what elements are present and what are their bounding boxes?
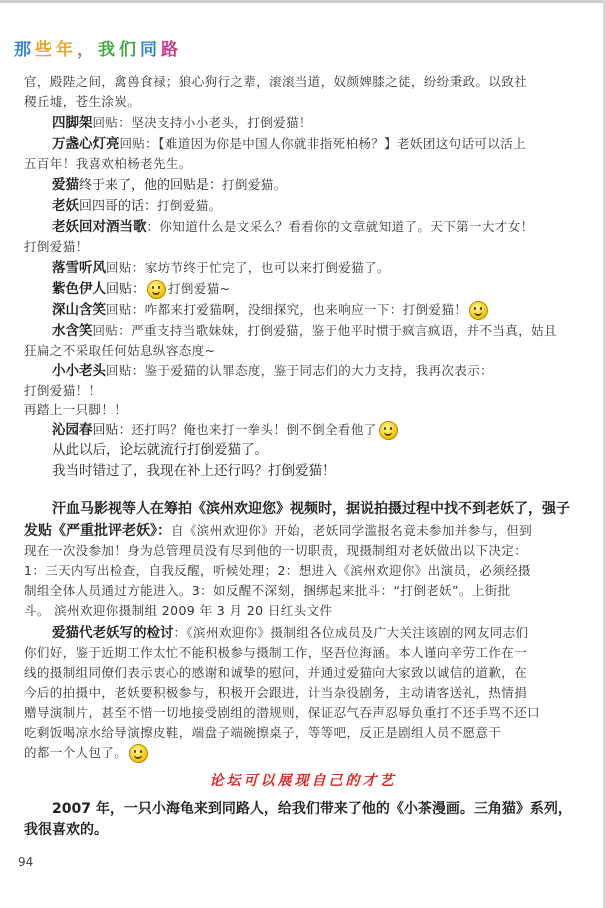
text-line: 再踏上一只脚！！ — [24, 402, 128, 417]
page-number: 94 — [18, 855, 34, 869]
page-header — [14, 36, 182, 58]
header-char: 我 — [98, 39, 119, 60]
text-line: 狂扁之不采取任何姑息纵容态度~ — [24, 343, 216, 358]
poster-name: 老妖回对酒当歌 — [52, 219, 147, 235]
text-line: 我很喜欢的。 — [24, 822, 108, 838]
reply-text: 回贴：严重支持当歌妹妹，打倒爱猫，鉴于他平时惯于疯言疯语，并不当真，姑且 — [92, 323, 557, 338]
poster-name: 四脚架 — [52, 115, 93, 131]
text-line: 制组全体人员通过方能进入。3：如反醒不深刻，捆绑起来批斗：“打倒老妖”。上街批 — [24, 583, 511, 598]
post-text: 的都一个人包了。 — [24, 745, 128, 760]
poster-name: 紫色伊人 — [52, 281, 106, 297]
post-title: 发贴《严重批评老妖》： — [24, 523, 171, 539]
header-char: 那 — [14, 39, 35, 60]
header-char: 们 — [119, 39, 140, 60]
header-char: 些 — [35, 39, 56, 60]
poster-name: 小小老头 — [52, 363, 106, 379]
poster-name: 落雪听风 — [52, 260, 106, 276]
text-line: 赠导演制片，甚至不惜一切地接受剧组的潜规则，保证忍气吞声忍辱负重打不还手骂不还口 — [24, 705, 541, 720]
reply-line — [24, 217, 606, 237]
reply-line — [24, 361, 606, 381]
text-line: 1：三天内写出检查，自我反醒，听候处理；2：想进入《滨州欢迎你》出演员，必须经摄 — [24, 563, 531, 578]
reply-intro: 回四哥的话： — [79, 199, 158, 214]
text-line: 从此以后，论坛就流行打倒爱猫了。 — [52, 442, 268, 458]
smiley-icon — [379, 421, 398, 440]
reply-line — [24, 196, 606, 216]
text-line — [24, 521, 586, 541]
poster-name: 水含笑 — [52, 323, 93, 339]
text-line: 五百年！我喜欢柏杨老先生。 — [24, 156, 192, 171]
text-line: 打倒爱猫！！ — [24, 383, 102, 398]
reply-intro: 回贴： — [106, 282, 146, 297]
smiley-icon — [469, 301, 488, 320]
section-title: 论坛可以展现自己的才艺 — [209, 773, 397, 789]
poster-name: 深山含笑 — [52, 302, 106, 318]
reply-text: 回贴：鉴于爱猫的认罪态度，鉴于同志们的大力支持，我再次表示： — [106, 363, 494, 378]
text-line: 斗。 滨州欢迎你摄制组 2009 年 3 月 20 日红头文件 — [24, 603, 333, 618]
reply-text: 回贴：咋都来打爱猫啊，没细探究，也来响应一下：打倒爱猫！ — [106, 302, 468, 317]
reply-line — [24, 258, 606, 278]
poster-name: 老妖 — [52, 198, 79, 214]
reply-intro: 回贴： — [92, 423, 132, 438]
text-line: 线的摄制组同僚们表示衷心的感谢和诚挚的慰问，并通过爱猫向大家致以诚信的道歉，在 — [24, 665, 528, 680]
header-char: 路 — [161, 39, 182, 60]
reply-text: ：你知道什么是文采么？看看你的文章就知道了。天下第一大才女！ — [146, 219, 534, 234]
reply-line — [24, 420, 606, 440]
post-title: 爱猫代老妖写的检讨 — [52, 625, 174, 641]
reply-line — [24, 300, 606, 320]
poster-name: 沁园春 — [52, 422, 93, 438]
reply-text: 打倒爱猫~ — [168, 281, 231, 296]
text-line: 2007 年，一只小海龟来到同路人，给我们带来了他的《小茶漫画。三角猫》系列， — [52, 801, 572, 817]
reply-text: 打倒爱猫。 — [222, 177, 287, 192]
reply-text: 回贴：坚决支持小小老头，打倒爱猫！ — [92, 115, 312, 130]
top-border — [0, 0, 606, 3]
header-char: 年 — [56, 39, 77, 60]
text-line: 打倒爱猫！ — [24, 239, 89, 254]
text-line: 今后的拍摄中，老妖要积极参与，积极开会跟进，计当杂役剧务，主动请客送礼，热情捐 — [24, 685, 528, 700]
text-line: 你们好，鉴于近期工作太忙不能积极参与摄制工作，坚吾位海涵。本人谨向辛劳工作在一 — [24, 645, 528, 660]
smiley-icon — [147, 280, 166, 299]
poster-name: 爱猫 — [52, 177, 79, 193]
text-line: 官，殿陛之间，禽兽食禄；狼心狗行之辈，滚滚当道，奴颜婢膝之徒，纷纷秉政。以致社 — [24, 74, 528, 89]
header-char: ， — [77, 39, 98, 60]
reply-line — [24, 134, 606, 154]
reply-line — [24, 321, 606, 341]
reply-line — [24, 113, 606, 133]
post-text: ：《滨州欢迎你》摄制组各位成员及广大关注该剧的网友同志们 — [173, 625, 529, 640]
reply-text: 回贴：家坊节终于忙完了，也可以来打倒爱猫了。 — [106, 260, 390, 275]
text-line: 吃剩饭喝凉水给导演擦皮鞋，端盘子端碗擦桌子，等等吧，反正是剧组人员不愿意干 — [24, 725, 502, 740]
text-line — [24, 743, 586, 763]
text-line: 我当时错过了，我现在补上还行吗？打倒爱猫！ — [52, 463, 336, 479]
header-char: 同 — [140, 39, 161, 60]
text-line: 汗血马影视等人在筹拍《滨州欢迎您》视频时，据说拍摄过程中找不到老妖了，强子 — [52, 501, 570, 517]
text-line: 稷丘墟，苍生涂炭。 — [24, 94, 141, 109]
post-text: 自《滨州欢迎你》开始，老妖同学滥报名竟未参加并参与，但到 — [171, 523, 533, 538]
text-line: 现在一次没参加！身为总管理员没有尽到他的一切职责，现摄制组对老妖做出以下决定： — [24, 543, 528, 558]
poster-name: 万盏心灯亮 — [52, 136, 120, 152]
reply-text: 打倒爱猫。 — [157, 198, 222, 213]
text-line — [24, 623, 606, 643]
reply-text: 回贴：【难道因为你是中国人你就非指死柏杨？】老妖团这句话可以活上 — [119, 136, 527, 151]
reply-line — [24, 175, 606, 195]
reply-text: 还打吗？俺也来打一拳头！倒不倒全看他了 — [131, 422, 377, 437]
reply-line — [24, 279, 606, 299]
reply-intro: 终于来了，他的回贴是： — [79, 178, 223, 193]
smiley-icon — [129, 744, 148, 763]
